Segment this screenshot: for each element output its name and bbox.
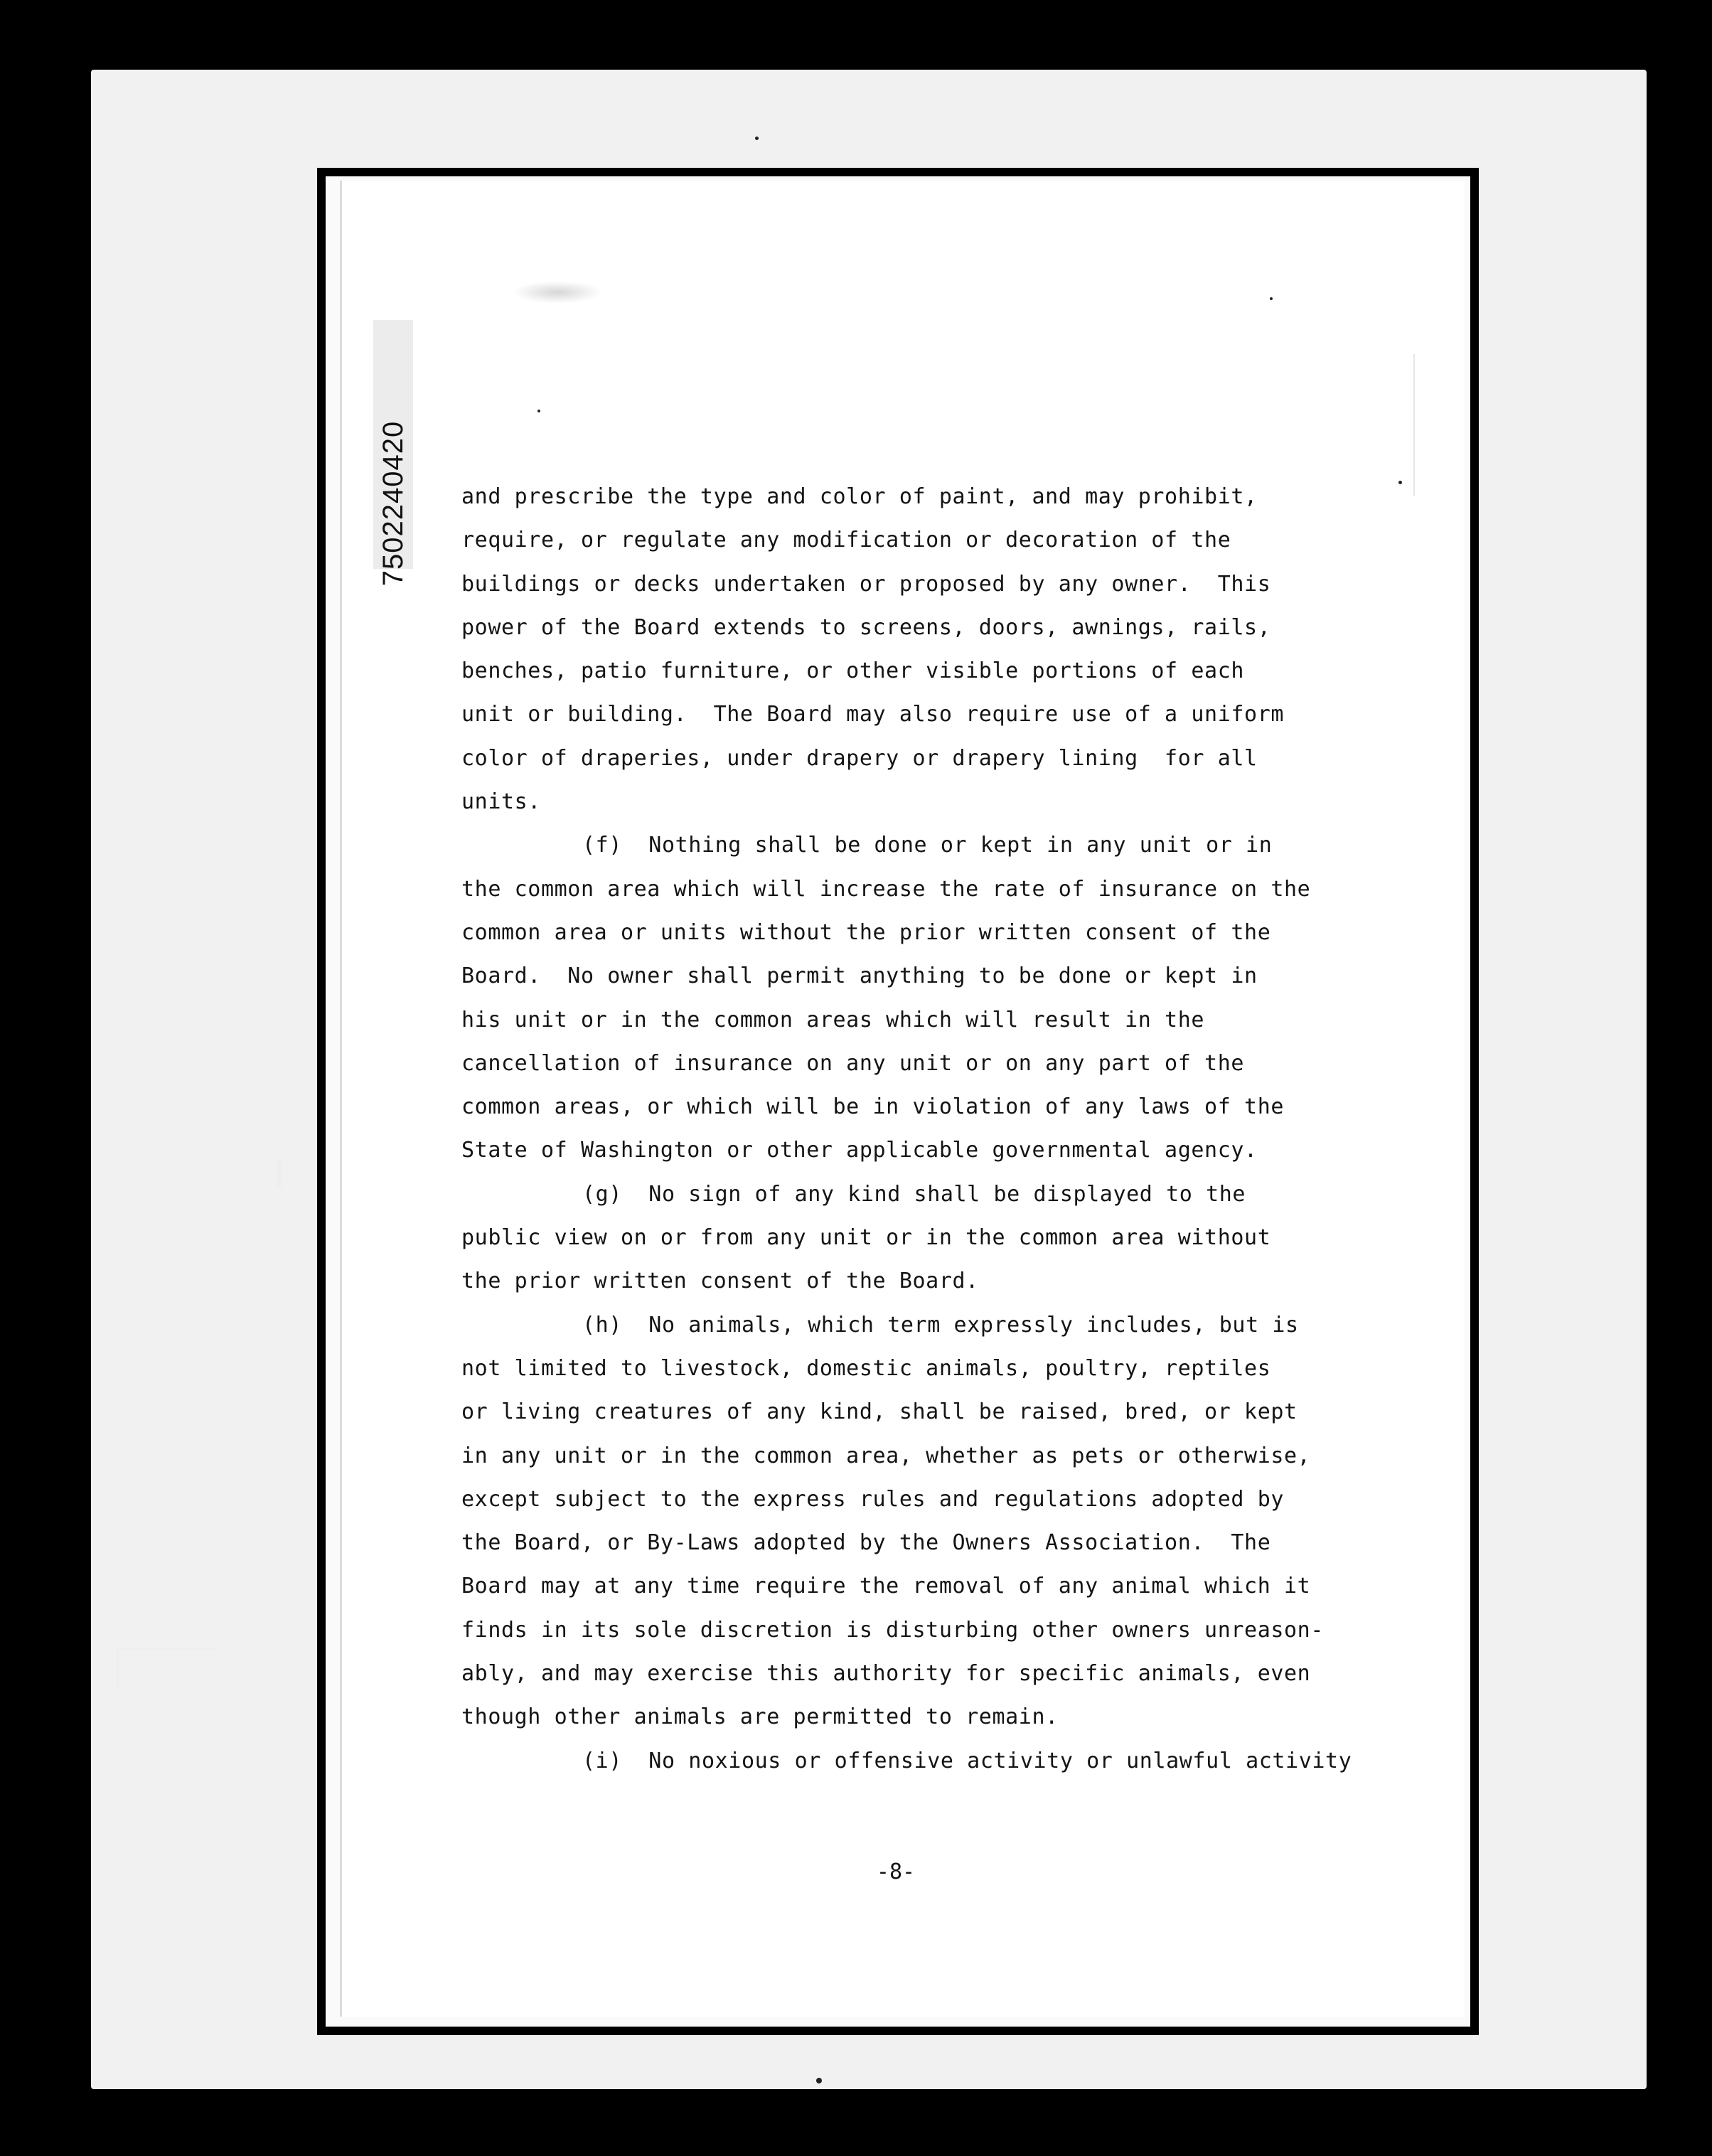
- scan-speck: [816, 2078, 822, 2083]
- document-text-line: units.: [461, 789, 541, 815]
- smudge-mark: [515, 282, 600, 303]
- scan-speck: [755, 137, 759, 140]
- document-text-line: State of Washington or other applicable governmental agency.: [461, 1138, 1258, 1163]
- microfilm-stamp-number: 7502240420: [378, 420, 409, 587]
- document-text-line: cancellation of insurance on any unit or on any part of the: [461, 1050, 1245, 1076]
- document-text-line: (g) No sign of any kind shall be displayed to the: [582, 1181, 1246, 1207]
- document-text-line: or living creatures of any kind, shall be raised, bred, or kept: [461, 1399, 1298, 1425]
- document-text-line: except subject to the express rules and regulations adopted by: [461, 1486, 1285, 1512]
- document-text-line: the prior written consent of the Board.: [461, 1269, 979, 1294]
- document-text-line: in any unit or in the common area, whether as pets or otherwise,: [461, 1443, 1311, 1468]
- scan-speck: [1270, 297, 1273, 300]
- document-text-line: unit or building. The Board may also require use of a uniform: [461, 702, 1285, 727]
- document-text-line: ably, and may exercise this authority for specific animals, even: [461, 1661, 1311, 1687]
- document-body-text: [461, 475, 1386, 1783]
- scan-speck: [1398, 481, 1402, 484]
- document-text-line: finds in its sole discretion is disturbing other owners unreason-: [461, 1617, 1324, 1643]
- document-text-line: the Board, or By-Laws adopted by the Owners Association. The: [461, 1530, 1271, 1556]
- document-text-line: public view on or from any unit or in the common area without: [461, 1225, 1271, 1251]
- scan-speck: [537, 410, 540, 412]
- document-text-line: benches, patio furniture, or other visible portions of each: [461, 658, 1245, 684]
- scan-edge-artifact: [277, 1159, 282, 1188]
- document-text-line: power of the Board extends to screens, doors, awnings, rails,: [461, 614, 1271, 640]
- document-text-line: Board may at any time require the removal of any animal which it: [461, 1574, 1311, 1599]
- scan-edge-artifact: [117, 1648, 119, 1691]
- document-text-line: and prescribe the type and color of paint, and may prohibit,: [461, 484, 1258, 509]
- page-number: -8-: [876, 1859, 916, 1884]
- document-text-line: the common area which will increase the rate of insurance on the: [461, 876, 1311, 902]
- document-text-line: not limited to livestock, domestic animals, poultry, reptiles: [461, 1355, 1271, 1381]
- document-text-line: (i) No noxious or offensive activity or unlawful activity: [582, 1748, 1352, 1773]
- document-text-line: require, or regulate any modification or decoration of the: [461, 528, 1231, 553]
- document-text-line: common area or units without the prior written consent of the: [461, 919, 1271, 945]
- document-text-line: buildings or decks undertaken or proposed by any owner. This: [461, 571, 1271, 597]
- document-text-line: (f) Nothing shall be done or kept in any unit or in: [582, 833, 1273, 858]
- paper-fold-line: [1413, 354, 1415, 496]
- document-text-line: color of draperies, under drapery or drapery lining for all: [461, 745, 1258, 771]
- document-text-line: Board. No owner shall permit anything to be done or kept in: [461, 964, 1258, 989]
- scan-edge-artifact: [117, 1648, 216, 1650]
- document-text-line: his unit or in the common areas which will result in the: [461, 1007, 1205, 1032]
- document-text-line: common areas, or which will be in violation of any laws of the: [461, 1094, 1285, 1120]
- document-text-line: though other animals are permitted to remain.: [461, 1704, 1059, 1730]
- document-text-line: (h) No animals, which term expressly includes, but is: [582, 1312, 1299, 1338]
